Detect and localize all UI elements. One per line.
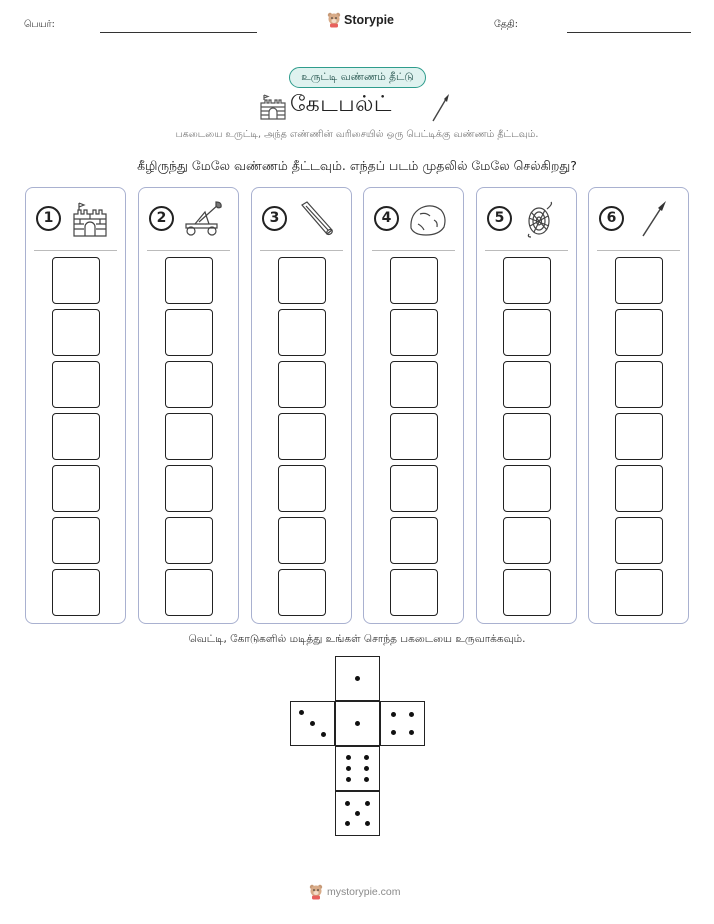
color-box[interactable]	[278, 361, 326, 408]
date-label: தேதி:	[494, 19, 518, 30]
spear-icon	[430, 93, 452, 123]
die-face-6	[335, 746, 380, 791]
color-box[interactable]	[52, 257, 100, 304]
die-pip	[345, 821, 350, 826]
column-header	[364, 188, 463, 250]
color-box[interactable]	[390, 465, 438, 512]
column-header	[26, 188, 125, 250]
page-title: கேடபல்ட்	[290, 92, 392, 117]
color-box[interactable]	[615, 257, 663, 304]
color-box[interactable]	[165, 413, 213, 460]
die-pip	[355, 676, 360, 681]
title-row	[0, 91, 714, 123]
die-pip	[299, 710, 304, 715]
die-pip	[364, 766, 369, 771]
die-face-5	[335, 791, 380, 836]
color-box[interactable]	[615, 517, 663, 564]
color-box[interactable]	[390, 257, 438, 304]
die-face-3	[290, 701, 335, 746]
castle-icon	[70, 200, 110, 238]
name-label: பெயர்:	[24, 19, 55, 30]
name-line[interactable]	[100, 32, 257, 33]
color-box[interactable]	[278, 309, 326, 356]
die-pip	[346, 777, 351, 782]
column-number: 4	[374, 206, 399, 231]
color-box[interactable]	[165, 257, 213, 304]
column-1	[25, 187, 126, 624]
color-box[interactable]	[503, 465, 551, 512]
color-box[interactable]	[503, 309, 551, 356]
column-3	[251, 187, 352, 624]
question: கீழிருந்து மேலே வண்ணம் தீட்டவும். எந்தப் படம் முதலில் மேலே செல்கிறது?	[137, 158, 577, 173]
color-box[interactable]	[615, 569, 663, 616]
die-pip	[355, 721, 360, 726]
column-header	[252, 188, 351, 250]
catapult-icon	[183, 200, 223, 238]
logo-text: Storypie	[344, 13, 395, 27]
color-box[interactable]	[278, 465, 326, 512]
color-box[interactable]	[165, 309, 213, 356]
color-box[interactable]	[390, 309, 438, 356]
color-box[interactable]	[615, 309, 663, 356]
color-box[interactable]	[52, 517, 100, 564]
footer	[309, 884, 401, 900]
spear-icon	[633, 200, 673, 238]
color-box[interactable]	[278, 569, 326, 616]
column-divider	[372, 250, 455, 251]
column-header	[589, 188, 688, 250]
storypie-logo	[327, 12, 394, 28]
die-face-1	[335, 656, 380, 701]
column-6	[588, 187, 689, 624]
column-divider	[34, 250, 117, 251]
color-box[interactable]	[390, 413, 438, 460]
die-pip	[409, 712, 414, 717]
column-4	[363, 187, 464, 624]
color-box[interactable]	[52, 569, 100, 616]
die-pip	[346, 755, 351, 760]
column-header	[477, 188, 576, 250]
die-pip	[355, 811, 360, 816]
color-box[interactable]	[278, 257, 326, 304]
die-pip	[364, 777, 369, 782]
die-pip	[321, 732, 326, 737]
color-box[interactable]	[503, 257, 551, 304]
column-5	[476, 187, 577, 624]
color-box[interactable]	[503, 569, 551, 616]
rope-coil-icon	[521, 200, 561, 238]
castle-icon	[258, 91, 288, 121]
color-box[interactable]	[52, 465, 100, 512]
column-2	[138, 187, 239, 624]
column-divider	[147, 250, 230, 251]
color-box[interactable]	[390, 361, 438, 408]
die-pip	[364, 755, 369, 760]
color-box[interactable]	[390, 517, 438, 564]
die-pip	[391, 712, 396, 717]
color-box[interactable]	[52, 361, 100, 408]
instructions: பகடையை உருட்டி, அந்த எண்ணின் வரிசையில் ஒரு பெட்டிக்கு வண்ணம் தீட்டவும்.	[175, 129, 539, 140]
die-face-4	[380, 701, 425, 746]
color-box[interactable]	[165, 361, 213, 408]
color-box[interactable]	[503, 517, 551, 564]
column-divider	[597, 250, 680, 251]
bear-mascot-icon	[309, 884, 323, 900]
color-box[interactable]	[165, 569, 213, 616]
wooden-beam-icon	[296, 200, 336, 238]
column-number: 5	[487, 206, 512, 231]
die-pip	[409, 730, 414, 735]
color-box[interactable]	[503, 413, 551, 460]
die-net	[290, 656, 425, 836]
column-number: 3	[262, 206, 287, 231]
color-box[interactable]	[615, 413, 663, 460]
color-box[interactable]	[52, 309, 100, 356]
column-header	[139, 188, 238, 250]
column-divider	[485, 250, 568, 251]
column-divider	[260, 250, 343, 251]
color-box[interactable]	[278, 517, 326, 564]
die-pip	[391, 730, 396, 735]
color-box[interactable]	[52, 413, 100, 460]
color-box[interactable]	[615, 361, 663, 408]
date-line[interactable]	[567, 32, 691, 33]
bear-mascot-icon	[327, 12, 341, 28]
color-box[interactable]	[165, 465, 213, 512]
color-box[interactable]	[615, 465, 663, 512]
cut-instructions: வெட்டி, கோடுகளில் மடித்து உங்கள் சொந்த பகடையை உருவாக்கவும்.	[188, 633, 526, 645]
boulder-icon	[408, 200, 448, 238]
die-pip	[310, 721, 315, 726]
column-number: 1	[36, 206, 61, 231]
die-pip	[346, 766, 351, 771]
die-pip	[365, 801, 370, 806]
color-box[interactable]	[278, 413, 326, 460]
die-pip	[365, 821, 370, 826]
activity-tag: உருட்டி வண்ணம் தீட்டு	[289, 67, 426, 88]
color-box[interactable]	[165, 517, 213, 564]
die-face-1	[335, 701, 380, 746]
die-pip	[345, 801, 350, 806]
footer-url[interactable]: mystorypie.com	[327, 886, 401, 898]
color-box[interactable]	[503, 361, 551, 408]
column-number: 2	[149, 206, 174, 231]
color-box[interactable]	[390, 569, 438, 616]
column-number: 6	[599, 206, 624, 231]
